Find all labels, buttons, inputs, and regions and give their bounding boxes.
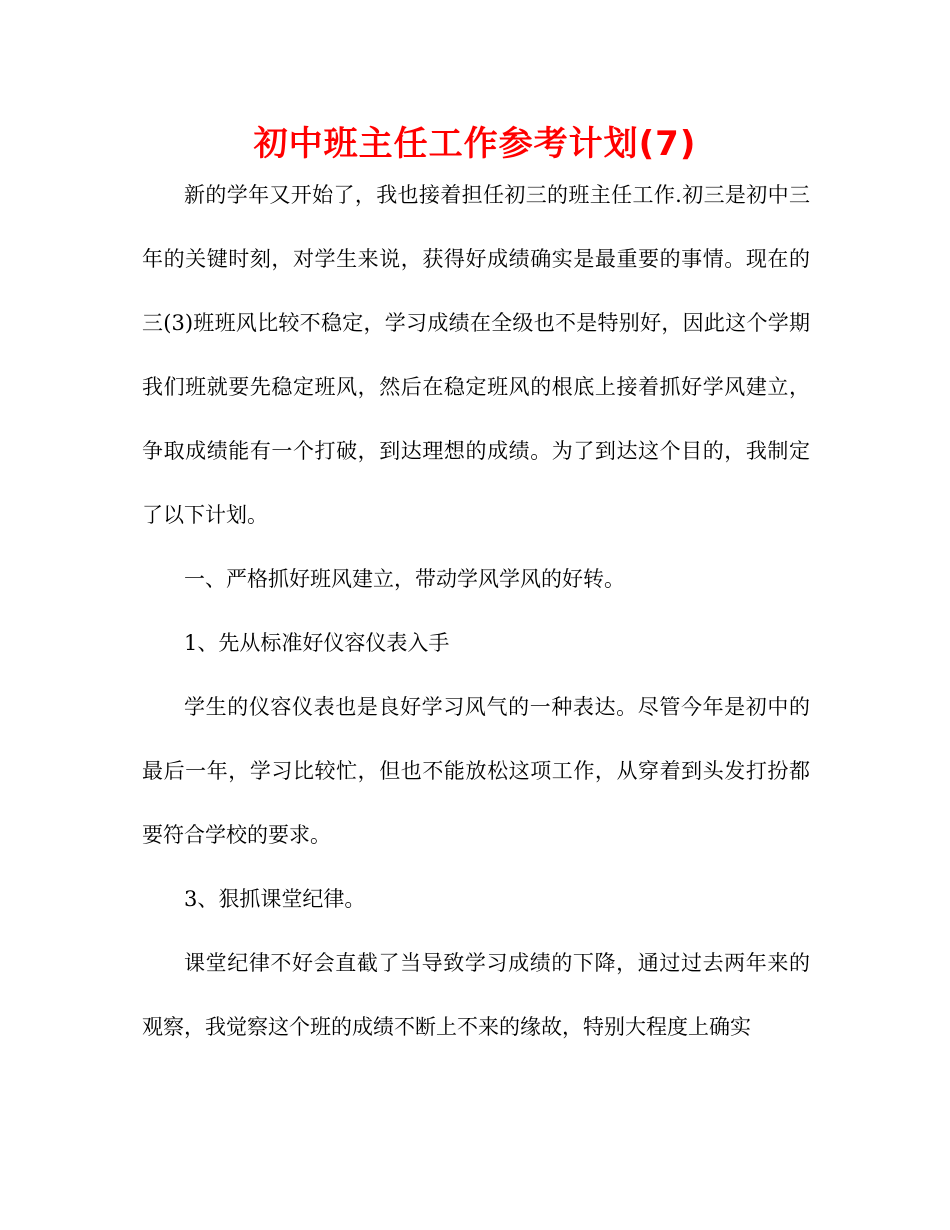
- document-body: [142, 163, 810, 1059]
- document-title: 初中班主任工作参考计划(7): [253, 124, 697, 164]
- paragraph-intro: 新的学年又开始了，我也接着担任初三的班主任工作.初三是初中三年的关键时刻，对学生来说，获得好成绩确实是最重要的事情。现在的三(3)班班风比较不稳定，学习成绩在全级也不是特别好，因此这个学期我们班就要先稳定班风，然后在稳定班风的根底上接着抓好学风建立，争取成绩能有一个打破，到达理想的成绩。为了到达这个目的，我制定了以下计划。: [142, 183, 810, 527]
- paragraph-appearance: 学生的仪容仪表也是良好学习风气的一种表达。尽管今年是初中的最后一年，学习比较忙，但也不能放松这项工作，从穿着到头发打扮都要符合学校的要求。: [142, 695, 810, 847]
- heading-section-1: 一、严格抓好班风建立，带动学风学风的好转。: [184, 567, 625, 591]
- heading-item-3: 3、狠抓课堂纪律。: [184, 887, 366, 911]
- heading-item-1: 1、先从标准好仪容仪表入手: [184, 631, 450, 655]
- paragraph-discipline: 课堂纪律不好会直截了当导致学习成绩的下降，通过过去两年来的观察，我觉察这个班的成绩不断上不来的缘故，特别大程度上确实: [142, 951, 810, 1039]
